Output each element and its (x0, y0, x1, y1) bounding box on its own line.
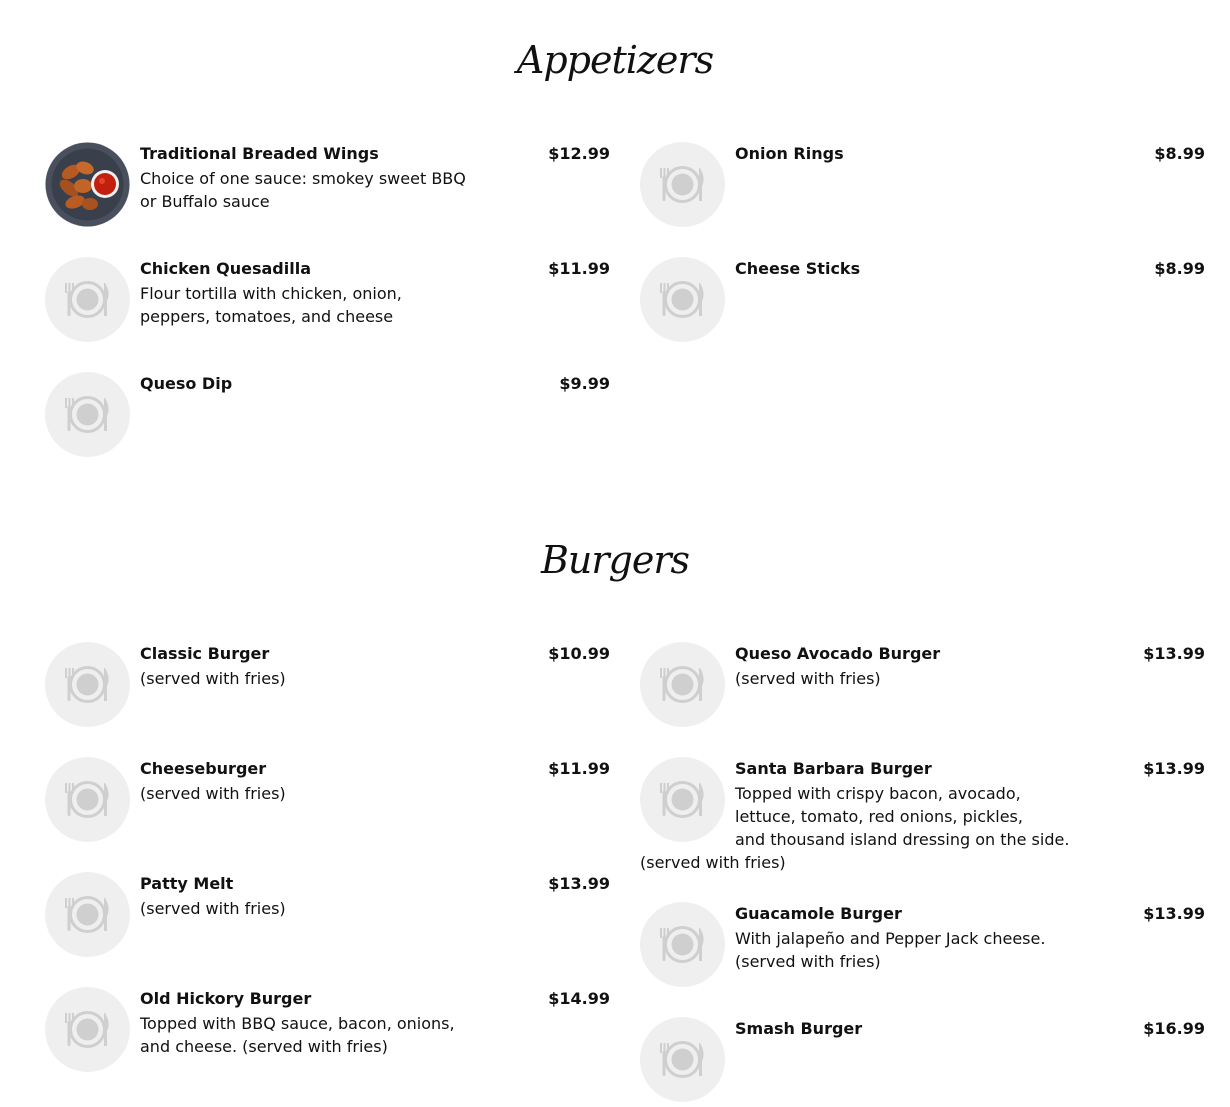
item-description: With jalapeño and Pepper Jack cheese. (served with fries) (735, 929, 1046, 971)
item-price: $10.99 (548, 644, 610, 663)
item-description: (served with fries) (140, 784, 286, 803)
plate-placeholder-icon (640, 142, 725, 227)
section-title-appetizers: Appetizers (516, 38, 714, 82)
item-name: Cheeseburger (140, 759, 267, 778)
item-description: Topped with crispy bacon, avocado, lettuce, tomato, red onions, pickles, and thousand island dressing on the side. (735, 784, 1070, 849)
item-name: Queso Dip (140, 374, 233, 393)
item-name: Patty Melt (140, 874, 234, 893)
item-price: $14.99 (548, 989, 610, 1008)
menu-item[interactable] (640, 1017, 1205, 1107)
item-name: Onion Rings (735, 144, 844, 163)
item-price: $9.99 (559, 374, 610, 393)
plate-placeholder-icon (45, 642, 130, 727)
menu-item[interactable] (45, 757, 610, 847)
item-price: $8.99 (1154, 259, 1205, 278)
item-price: $11.99 (548, 259, 610, 278)
menu-item[interactable] (45, 142, 610, 232)
item-description-extra: (served with fries) (640, 853, 786, 872)
menu-item[interactable] (45, 257, 610, 347)
item-name: Santa Barbara Burger (735, 759, 932, 778)
item-name: Classic Burger (140, 644, 270, 663)
item-price: $13.99 (1143, 759, 1205, 778)
menu-item[interactable] (45, 642, 610, 732)
item-description: Topped with BBQ sauce, bacon, onions, and cheese. (served with fries) (140, 1014, 455, 1056)
plate-placeholder-icon (45, 757, 130, 842)
section-title-burgers: Burgers (540, 538, 690, 582)
item-name: Old Hickory Burger (140, 989, 312, 1008)
item-price: $13.99 (548, 874, 610, 893)
item-name: Cheese Sticks (735, 259, 861, 278)
item-description: Choice of one sauce: smokey sweet BBQ or Buffalo sauce (140, 169, 466, 211)
item-name: Chicken Quesadilla (140, 259, 311, 278)
wings-photo (45, 142, 130, 227)
item-price: $13.99 (1143, 644, 1205, 663)
item-name: Queso Avocado Burger (735, 644, 941, 663)
menu-item[interactable] (640, 902, 1205, 992)
menu-item[interactable] (45, 872, 610, 962)
plate-placeholder-icon (640, 257, 725, 342)
plate-placeholder-icon (640, 902, 725, 987)
item-price: $8.99 (1154, 144, 1205, 163)
item-description: (served with fries) (140, 899, 286, 918)
item-name: Guacamole Burger (735, 904, 902, 923)
menu-item[interactable] (45, 372, 610, 462)
menu-item[interactable] (640, 642, 1205, 732)
menu-item[interactable] (45, 987, 610, 1077)
plate-placeholder-icon (45, 257, 130, 342)
item-price: $12.99 (548, 144, 610, 163)
item-price: $13.99 (1143, 904, 1205, 923)
item-price: $11.99 (548, 759, 610, 778)
menu-item[interactable] (640, 142, 1205, 232)
plate-placeholder-icon (45, 372, 130, 457)
menu-item[interactable] (640, 757, 1205, 877)
item-description: (served with fries) (735, 669, 881, 688)
plate-placeholder-icon (640, 757, 725, 842)
item-description: (served with fries) (140, 669, 286, 688)
plate-placeholder-icon (45, 987, 130, 1072)
menu-item[interactable] (640, 257, 1205, 347)
plate-placeholder-icon (45, 872, 130, 957)
item-name: Traditional Breaded Wings (140, 144, 379, 163)
item-description: Flour tortilla with chicken, onion, peppers, tomatoes, and cheese (140, 284, 402, 326)
plate-placeholder-icon (640, 642, 725, 727)
item-name: Smash Burger (735, 1019, 863, 1038)
item-price: $16.99 (1143, 1019, 1205, 1038)
plate-placeholder-icon (640, 1017, 725, 1102)
